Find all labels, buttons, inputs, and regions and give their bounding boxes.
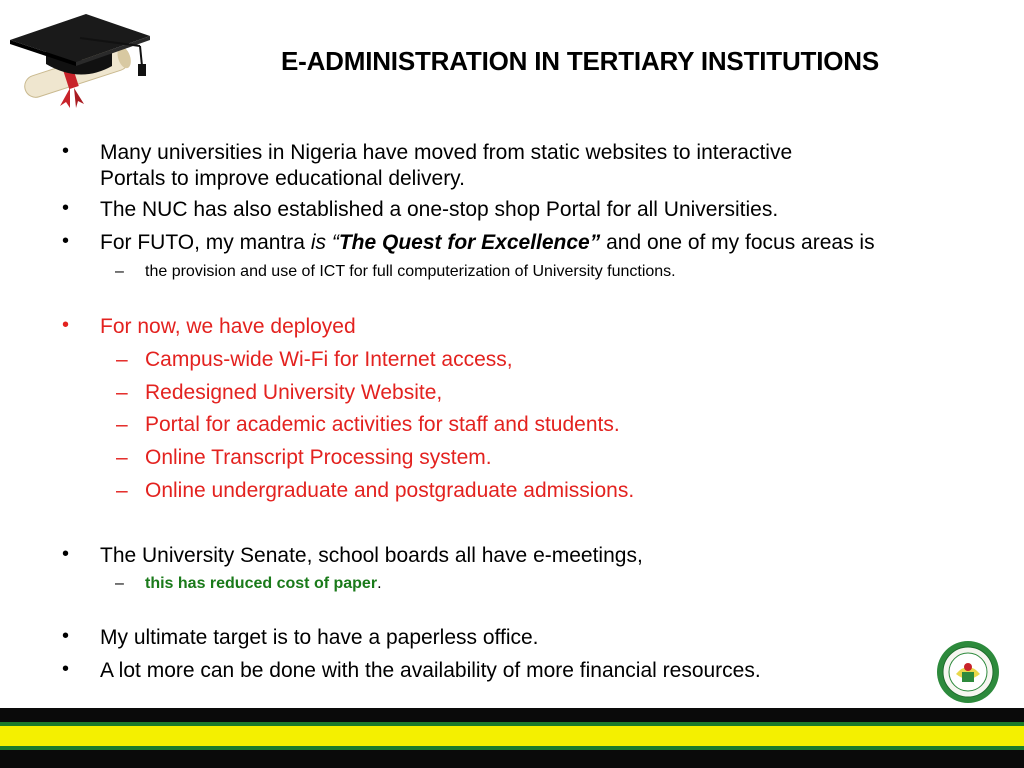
sub-bullet-text: Portal for academic activities for staff and students. (145, 413, 620, 436)
sub-bullet-dash: – (116, 446, 128, 469)
sub-bullet-dash: – (115, 575, 124, 592)
sub-bullet-suffix: . (377, 575, 382, 592)
bullet-dot: • (62, 543, 70, 565)
university-seal-icon (936, 640, 1000, 704)
sub-bullet-text: Online Transcript Processing system. (145, 446, 492, 469)
bullet-text (100, 230, 875, 256)
sub-bullet-dash: – (116, 479, 128, 502)
sub-bullet-text: Campus-wide Wi-Fi for Internet access, (145, 348, 513, 371)
bullet-dot: • (62, 140, 70, 162)
bullet-text-part: For FUTO, my mantra (100, 231, 311, 254)
footer-band-black (0, 708, 1024, 722)
sub-bullet-dash: – (116, 348, 128, 371)
bullet-dot: • (62, 230, 70, 252)
sub-bullet-text: Online undergraduate and postgraduate admissions. (145, 479, 635, 502)
sub-bullet-text (145, 574, 382, 594)
bullet-text: The University Senate, school boards all have e-meetings, (100, 544, 643, 567)
bullet-dot: • (62, 314, 70, 336)
sub-bullet-text: Redesigned University Website, (145, 381, 443, 404)
bullet-dot: • (62, 197, 70, 219)
bullet-text: The NUC has also established a one-stop shop Portal for all Universities. (100, 198, 779, 221)
sub-bullet-text: the provision and use of ICT for full computerization of University functions. (145, 263, 676, 280)
bullet-text: A lot more can be done with the availability of more financial resources. (100, 659, 761, 682)
bullet-dot: • (62, 625, 70, 647)
bullet-dot: • (62, 658, 70, 680)
slide-title: E-ADMINISTRATION IN TERTIARY INSTITUTIONS (281, 46, 879, 76)
bullet-text: For now, we have deployed (100, 315, 356, 338)
sub-bullet-dash: – (116, 413, 128, 436)
highlight-text: this has reduced cost of paper (145, 575, 378, 592)
bullet-text: My ultimate target is to have a paperless office. (100, 626, 539, 649)
bullet-text-part: and one of my focus areas is (600, 231, 875, 254)
footer-band-black (0, 750, 1024, 768)
mantra-quote: The Quest for Excellence” (338, 231, 601, 254)
footer-band-yellow (0, 726, 1024, 746)
bullet-text-continuation: Portals to improve educational delivery. (100, 167, 465, 190)
bullet-text-italic: is “ (310, 231, 339, 254)
sub-bullet-dash: – (115, 263, 124, 280)
bullet-text: Many universities in Nigeria have moved from static websites to interactive (100, 141, 793, 164)
sub-bullet-dash: – (116, 381, 128, 404)
